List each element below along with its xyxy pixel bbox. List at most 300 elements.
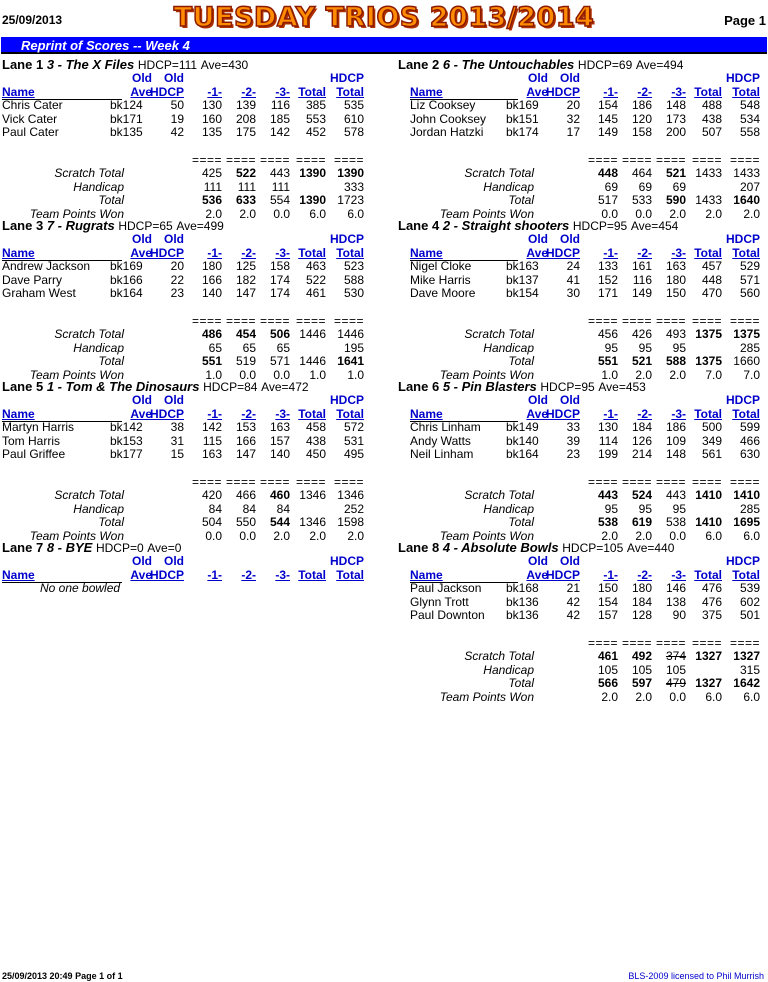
player-tot: 561 xyxy=(701,447,722,462)
points-won-row-value: 2.0 xyxy=(705,206,722,221)
points-won-row-value: 2.0 xyxy=(347,528,364,543)
scratch-total-row-value: 1327 xyxy=(695,649,722,664)
column-header-row xyxy=(2,86,366,100)
player-old: 39 xyxy=(566,433,580,448)
handicap-row-label: Handicap xyxy=(73,501,124,516)
points-won-row-value: 2.0 xyxy=(635,367,652,382)
player-old: 20 xyxy=(566,98,580,113)
grand-total-row-label: Total xyxy=(98,515,124,530)
print-date: 25/09/2013 xyxy=(2,13,63,27)
player-name: Andrew Jackson xyxy=(2,259,91,274)
points-won-row-label: Team Points Won xyxy=(29,206,124,221)
col-hdcp-total-top: HDCP xyxy=(725,554,760,568)
col-game-3: -3- xyxy=(275,84,290,99)
separator-row xyxy=(398,154,762,168)
scratch-total-row xyxy=(398,167,762,181)
player-g1: 130 xyxy=(597,420,618,435)
player-row xyxy=(2,260,366,274)
col-game-1: -1- xyxy=(207,245,222,260)
points-won-row-value: 2.0 xyxy=(743,206,760,221)
player-code: bk149 xyxy=(506,420,539,435)
handicap-row-value: 84 xyxy=(276,501,290,516)
player-htot: 572 xyxy=(343,420,364,435)
handicap-row-label: Handicap xyxy=(73,179,124,194)
lane-header xyxy=(2,58,366,72)
handicap-row xyxy=(398,503,762,517)
player-tot: 470 xyxy=(701,286,722,301)
player-name: Paul Cater xyxy=(2,125,59,140)
scratch-total-row-value: 1346 xyxy=(337,488,364,503)
lane-header xyxy=(398,380,762,394)
col-hdcp: HDCP xyxy=(149,567,184,582)
handicap-row xyxy=(2,503,366,517)
spacer-row xyxy=(2,140,366,154)
player-g3: 173 xyxy=(665,111,686,126)
player-tot: 488 xyxy=(701,98,722,113)
handicap-row-value: 252 xyxy=(343,501,364,516)
separator: ==== xyxy=(333,313,364,328)
scratch-total-row-label: Scratch Total xyxy=(464,488,534,503)
grand-total-row-value: 521 xyxy=(631,354,652,369)
spacer-row xyxy=(398,623,762,637)
col-name: Name xyxy=(2,245,35,260)
col-game-1: -1- xyxy=(603,84,618,99)
handicap-row-label: Handicap xyxy=(73,340,124,355)
grand-total-row-value: 1433 xyxy=(695,193,722,208)
handicap-row-value: 111 xyxy=(271,179,290,194)
col-game-1: -1- xyxy=(207,406,222,421)
handicap-row-value: 285 xyxy=(739,340,760,355)
player-g2: 126 xyxy=(631,433,652,448)
player-old: 24 xyxy=(566,259,580,274)
scratch-total-row-value: 1410 xyxy=(695,488,722,503)
column-header-row xyxy=(398,394,762,408)
col-hdcp: HDCP xyxy=(149,84,184,99)
col-name: Name xyxy=(2,84,35,99)
grand-total-row-value: 479 xyxy=(665,676,686,691)
player-g2: 125 xyxy=(235,259,256,274)
scratch-total-row-value: 425 xyxy=(201,166,222,181)
col-old-hdcp: Old xyxy=(164,232,184,246)
col-hdcp-total: Total xyxy=(336,84,364,99)
grand-total-row-label: Total xyxy=(98,193,124,208)
scratch-total-row-value: 454 xyxy=(235,327,256,342)
grand-total-row xyxy=(2,194,366,208)
grand-total-row-value: 588 xyxy=(665,354,686,369)
separator: ==== xyxy=(295,152,326,167)
points-won-row-value: 6.0 xyxy=(743,528,760,543)
grand-total-row-value: 544 xyxy=(269,515,290,530)
player-g1: 140 xyxy=(201,286,222,301)
points-won-row-value: 2.0 xyxy=(601,528,618,543)
player-g2: 147 xyxy=(235,286,256,301)
player-tot: 458 xyxy=(305,420,326,435)
player-code: bk177 xyxy=(110,447,143,462)
separator: ==== xyxy=(225,152,256,167)
handicap-row-value: 84 xyxy=(208,501,222,516)
team-name: 3 - The X Files xyxy=(46,57,135,72)
col-name: Name xyxy=(410,84,443,99)
player-g3: 163 xyxy=(269,420,290,435)
player-tot: 500 xyxy=(701,420,722,435)
col-total: Total xyxy=(694,567,722,582)
scratch-total-row-label: Scratch Total xyxy=(54,166,124,181)
grand-total-row-value: 538 xyxy=(665,515,686,530)
col-hdcp-total: Total xyxy=(336,567,364,582)
points-won-row-value: 6.0 xyxy=(705,528,722,543)
col-total: Total xyxy=(694,84,722,99)
player-g1: 142 xyxy=(201,420,222,435)
col-hdcp-total-top: HDCP xyxy=(329,232,364,246)
player-tot: 553 xyxy=(305,111,326,126)
col-old-ave: Old xyxy=(528,71,548,85)
grand-total-row-value: 1641 xyxy=(337,354,364,369)
lane-header xyxy=(398,541,762,555)
player-row xyxy=(398,582,762,596)
player-htot: 523 xyxy=(343,259,364,274)
player-row xyxy=(398,260,762,274)
player-row xyxy=(398,113,762,127)
grand-total-row-value: 1660 xyxy=(733,354,760,369)
points-won-row-value: 2.0 xyxy=(635,689,652,704)
lane-block xyxy=(398,58,762,222)
separator: ==== xyxy=(259,152,290,167)
col-game-3: -3- xyxy=(275,406,290,421)
player-code: bk163 xyxy=(506,259,539,274)
grand-total-row-value: 590 xyxy=(665,193,686,208)
grand-total-row-label: Total xyxy=(98,354,124,369)
player-old: 42 xyxy=(566,594,580,609)
player-tot: 385 xyxy=(305,98,326,113)
team-hdcp: HDCP=95 xyxy=(540,380,595,394)
player-g1: 145 xyxy=(597,111,618,126)
scratch-total-row-label: Scratch Total xyxy=(54,488,124,503)
lane-header xyxy=(2,219,366,233)
player-g2: 149 xyxy=(631,286,652,301)
team-hdcp: HDCP=95 xyxy=(572,219,628,233)
col-game-1: -1- xyxy=(603,245,618,260)
column-header-row xyxy=(398,555,762,569)
player-old: 23 xyxy=(170,286,184,301)
player-name: Vick Cater xyxy=(2,111,58,126)
handicap-row-label: Handicap xyxy=(483,179,534,194)
points-won-row-value: 0.0 xyxy=(601,206,618,221)
points-won-row-value: 0.0 xyxy=(239,367,256,382)
player-g3: 186 xyxy=(665,420,686,435)
col-ave: Ave xyxy=(526,567,548,582)
player-old: 21 xyxy=(566,581,580,596)
team-hdcp: HDCP=105 xyxy=(562,541,624,555)
points-won-row-value: 6.0 xyxy=(309,206,326,221)
grand-total-row-label: Total xyxy=(508,193,534,208)
col-hdcp: HDCP xyxy=(545,245,580,260)
handicap-row-value: 207 xyxy=(739,179,760,194)
separator: ==== xyxy=(259,474,290,489)
player-tot: 452 xyxy=(305,125,326,140)
col-name: Name xyxy=(410,245,443,260)
player-old: 50 xyxy=(170,98,184,113)
handicap-row-value: 95 xyxy=(672,340,686,355)
scratch-total-row-value: 420 xyxy=(201,488,222,503)
separator: ==== xyxy=(295,313,326,328)
col-hdcp-total-top: HDCP xyxy=(725,232,760,246)
team-name: 2 - Straight shooters xyxy=(442,218,570,233)
grand-total-row-value: 1346 xyxy=(299,515,326,530)
player-old: 32 xyxy=(566,111,580,126)
lane-header xyxy=(398,58,762,72)
player-g3: 148 xyxy=(665,447,686,462)
handicap-row xyxy=(398,664,762,678)
player-code: bk136 xyxy=(506,594,539,609)
col-old-hdcp: Old xyxy=(164,554,184,568)
grand-total-row-label: Total xyxy=(508,515,534,530)
lane-number: Lane 6 xyxy=(398,379,440,394)
separator-row xyxy=(398,637,762,651)
lane-header xyxy=(398,219,762,233)
col-total: Total xyxy=(298,567,326,582)
scratch-total-row-value: 443 xyxy=(665,488,686,503)
col-hdcp-total-top: HDCP xyxy=(725,71,760,85)
spacer-row xyxy=(2,301,366,315)
points-won-row-value: 6.0 xyxy=(743,689,760,704)
handicap-row-label: Handicap xyxy=(483,501,534,516)
col-name: Name xyxy=(410,406,443,421)
points-won-row xyxy=(398,691,762,705)
player-g2: 182 xyxy=(235,272,256,287)
scratch-total-row-value: 1433 xyxy=(733,166,760,181)
scratch-total-row-value: 460 xyxy=(269,488,290,503)
player-htot: 529 xyxy=(739,259,760,274)
points-won-row-value: 1.0 xyxy=(205,367,222,382)
col-hdcp-total-top: HDCP xyxy=(329,393,364,407)
player-old: 42 xyxy=(170,125,184,140)
grand-total-row xyxy=(398,677,762,691)
player-g1: 154 xyxy=(597,594,618,609)
lane-number: Lane 2 xyxy=(398,57,440,72)
player-tot: 476 xyxy=(701,581,722,596)
player-g1: 160 xyxy=(201,111,222,126)
col-game-3: -3- xyxy=(671,406,686,421)
player-name: Paul Griffee xyxy=(2,447,66,462)
player-code: bk140 xyxy=(506,433,539,448)
scratch-total-row-label: Scratch Total xyxy=(54,327,124,342)
grand-total-row-value: 1598 xyxy=(337,515,364,530)
team-average: Ave=454 xyxy=(630,219,679,233)
grand-total-row-value: 1327 xyxy=(695,676,722,691)
player-name: Chris Linham xyxy=(410,420,481,435)
handicap-row-value: 105 xyxy=(665,662,686,677)
scratch-total-row-label: Scratch Total xyxy=(464,649,534,664)
player-g2: 161 xyxy=(631,259,652,274)
col-total: Total xyxy=(694,245,722,260)
player-g3: 146 xyxy=(665,581,686,596)
player-row xyxy=(2,435,366,449)
col-hdcp: HDCP xyxy=(149,245,184,260)
player-old: 41 xyxy=(566,272,580,287)
col-total: Total xyxy=(694,406,722,421)
player-g2: 139 xyxy=(235,98,256,113)
scratch-total-row-value: 521 xyxy=(665,166,686,181)
player-g2: 166 xyxy=(235,433,256,448)
player-tot: 457 xyxy=(701,259,722,274)
player-old: 22 xyxy=(170,272,184,287)
player-tot: 450 xyxy=(305,447,326,462)
separator: ==== xyxy=(691,474,722,489)
scratch-total-row-label: Scratch Total xyxy=(464,327,534,342)
separator: ==== xyxy=(729,152,760,167)
separator: ==== xyxy=(191,152,222,167)
lane-block xyxy=(2,58,366,222)
scratch-total-row-value: 464 xyxy=(631,166,652,181)
team-average: Ave=0 xyxy=(147,541,182,555)
handicap-row-value: 95 xyxy=(672,501,686,516)
scratch-total-row-value: 1433 xyxy=(695,166,722,181)
scratch-total-row-value: 1327 xyxy=(733,649,760,664)
points-won-row-value: 1.0 xyxy=(347,367,364,382)
col-game-1: -1- xyxy=(603,406,618,421)
player-g2: 186 xyxy=(631,98,652,113)
col-hdcp-total: Total xyxy=(732,245,760,260)
column-header-row xyxy=(2,233,366,247)
team-hdcp: HDCP=111 xyxy=(137,58,198,72)
points-won-row-value: 2.0 xyxy=(205,206,222,221)
player-htot: 578 xyxy=(343,125,364,140)
grand-total-row xyxy=(398,194,762,208)
points-won-row-value: 0.0 xyxy=(273,206,290,221)
scratch-total-row xyxy=(2,489,366,503)
player-row xyxy=(2,287,366,301)
separator: ==== xyxy=(691,313,722,328)
grand-total-row xyxy=(398,516,762,530)
player-code: bk168 xyxy=(506,581,539,596)
col-old-ave: Old xyxy=(132,393,152,407)
grand-total-row xyxy=(398,355,762,369)
points-won-row-value: 2.0 xyxy=(273,528,290,543)
handicap-row-value: 65 xyxy=(276,340,290,355)
player-old: 38 xyxy=(170,420,184,435)
scratch-total-row-value: 443 xyxy=(597,488,618,503)
team-hdcp: HDCP=84 xyxy=(203,380,258,394)
col-old-hdcp: Old xyxy=(560,393,580,407)
grand-total-row-value: 1410 xyxy=(695,515,722,530)
player-tot: 448 xyxy=(701,272,722,287)
player-g3: 174 xyxy=(269,272,290,287)
col-old-ave: Old xyxy=(528,554,548,568)
handicap-row xyxy=(2,181,366,195)
handicap-row-value: 111 xyxy=(203,179,222,194)
col-name: Name xyxy=(2,406,35,421)
player-name: Paul Downton xyxy=(410,608,485,623)
team-hdcp: HDCP=0 xyxy=(95,541,144,555)
player-tot: 375 xyxy=(701,608,722,623)
col-old-hdcp: Old xyxy=(560,554,580,568)
grand-total-row-value: 1640 xyxy=(733,193,760,208)
col-game-3: -3- xyxy=(671,84,686,99)
handicap-row-value: 84 xyxy=(242,501,256,516)
player-htot: 548 xyxy=(739,98,760,113)
handicap-row xyxy=(2,342,366,356)
handicap-row xyxy=(398,342,762,356)
player-tot: 507 xyxy=(701,125,722,140)
player-name: Paul Jackson xyxy=(410,581,482,596)
player-htot: 610 xyxy=(343,111,364,126)
scratch-total-row-value: 524 xyxy=(631,488,652,503)
no-one-bowled: No one bowled xyxy=(40,581,121,596)
grand-total-row-value: 517 xyxy=(597,193,618,208)
col-game-1: -1- xyxy=(207,84,222,99)
grand-total-row-value: 554 xyxy=(269,193,290,208)
separator: ==== xyxy=(729,635,760,650)
col-game-2: -2- xyxy=(241,567,256,582)
grand-total-row-value: 619 xyxy=(631,515,652,530)
player-old: 33 xyxy=(566,420,580,435)
handicap-row-value: 95 xyxy=(604,501,618,516)
player-row xyxy=(398,596,762,610)
col-old-hdcp: Old xyxy=(164,393,184,407)
points-won-row-label: Team Points Won xyxy=(439,367,534,382)
grand-total-row-value: 566 xyxy=(597,676,618,691)
separator: ==== xyxy=(691,635,722,650)
player-g1: 130 xyxy=(201,98,222,113)
team-name: 8 - BYE xyxy=(46,540,93,555)
lane-header xyxy=(2,541,366,555)
player-htot: 530 xyxy=(343,286,364,301)
player-tot: 522 xyxy=(305,272,326,287)
col-game-3: -3- xyxy=(671,245,686,260)
points-won-row-value: 0.0 xyxy=(635,206,652,221)
player-code: bk164 xyxy=(110,286,143,301)
player-g3: 200 xyxy=(665,125,686,140)
handicap-row-value: 95 xyxy=(604,340,618,355)
handicap-row-value: 315 xyxy=(739,662,760,677)
scratch-total-row xyxy=(398,650,762,664)
column-header-row xyxy=(398,86,762,100)
player-name: John Cooksey xyxy=(410,111,487,126)
player-g2: 180 xyxy=(631,581,652,596)
player-name: Martyn Harris xyxy=(2,420,75,435)
col-total: Total xyxy=(298,84,326,99)
separator: ==== xyxy=(225,313,256,328)
col-hdcp-total: Total xyxy=(336,245,364,260)
player-old: 19 xyxy=(170,111,184,126)
handicap-row-label: Handicap xyxy=(483,340,534,355)
player-htot: 588 xyxy=(343,272,364,287)
lane-number: Lane 7 xyxy=(2,540,44,555)
handicap-row-value: 111 xyxy=(237,179,256,194)
column-header-row xyxy=(398,233,762,247)
no-bowlers-row xyxy=(2,582,366,596)
separator: ==== xyxy=(587,152,618,167)
player-row xyxy=(398,609,762,623)
player-g1: 115 xyxy=(202,433,222,448)
separator-row xyxy=(2,154,366,168)
player-row xyxy=(2,113,366,127)
player-g3: 148 xyxy=(665,98,686,113)
player-g1: 135 xyxy=(201,125,222,140)
lane-block xyxy=(2,219,366,383)
lane-number: Lane 8 xyxy=(398,540,440,555)
col-old-hdcp: Old xyxy=(560,232,580,246)
handicap-row-value: 285 xyxy=(739,501,760,516)
player-code: bk124 xyxy=(110,98,143,113)
lane-block xyxy=(2,380,366,544)
player-g1: 199 xyxy=(597,447,618,462)
grand-total-row-value: 1642 xyxy=(733,676,760,691)
col-game-1: -1- xyxy=(603,567,618,582)
points-won-row-label: Team Points Won xyxy=(29,528,124,543)
separator-row xyxy=(2,476,366,490)
col-game-2: -2- xyxy=(637,245,652,260)
